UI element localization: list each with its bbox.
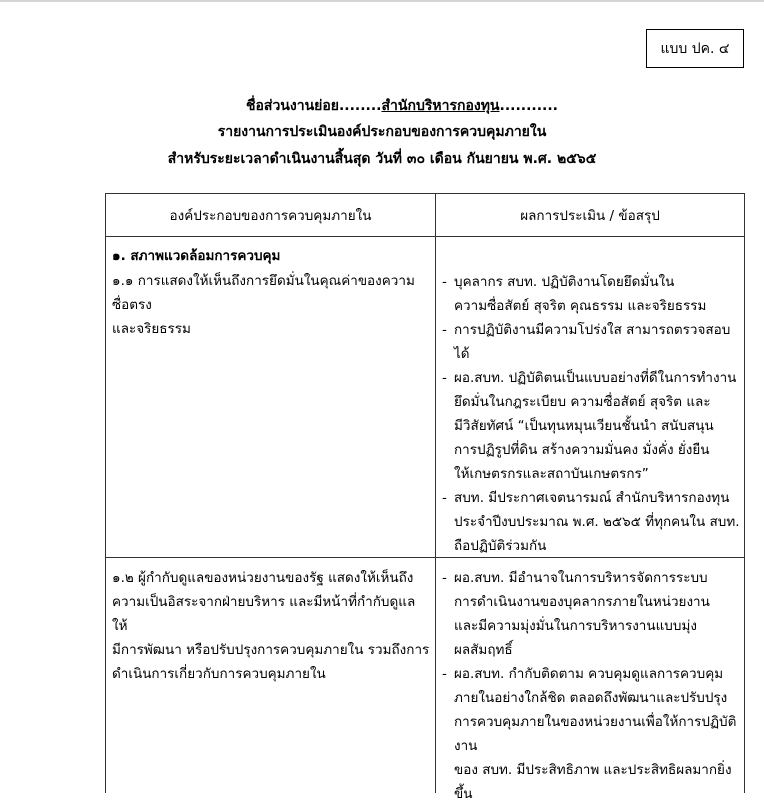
result-line: ภายในอย่างใกล้ชิด ตลอดถึงพัฒนาและปรับปรุง <box>454 690 728 706</box>
form-code-box <box>646 29 744 68</box>
column-divider <box>435 194 436 793</box>
result-line: ความซื่อสัตย์ สุจริต คุณธรรม และจริยธรรม <box>454 298 707 314</box>
result-line: การดำเนินงานของบุคลากรภายในหน่วยงาน <box>454 594 710 610</box>
unit-prefix: ชื่อส่วนงานย่อย <box>245 98 339 114</box>
result-item: - ผอ.สบท. มีอำนาจในการบริหารจัดการระบบ การดำเนินงานของบุคลากรภายในหน่วยงาน และมีความมุ่งมั่นในการบริหารงานแบบมุ่ง ผลสัมฤทธิ์ <box>442 566 740 662</box>
result-line: ผอ.สบท. มีอำนาจในการบริหารจัดการระบบ <box>454 570 708 586</box>
result-line: มีวิสัยทัศน์ “เป็นทุนหมุนเวียนชั้นนำ สนับสนุน <box>454 418 714 434</box>
row1-component <box>112 269 430 341</box>
result-item: - บุคลากร สบท. ปฏิบัติงานโดยยึดมั่นใน ความซื่อสัตย์ สุจริต คุณธรรม และจริยธรรม <box>442 270 740 318</box>
result-line: ถือปฏิบัติร่วมกัน <box>454 538 547 554</box>
result-line: การปฏิรูปที่ดิน สร้างความมั่นคง มั่งคั่ง ยั่งยืน <box>454 442 710 458</box>
row2-line: ดำเนินการเกี่ยวกับการควบคุมภายใน <box>112 666 326 682</box>
row1-line: และจริยธรรม <box>112 321 191 337</box>
result-line: ผลสัมฤทธิ์ <box>454 642 513 658</box>
result-line: สบท. มีประกาศเจตนารมณ์ สำนักบริหารกองทุน <box>454 490 730 506</box>
result-line: บุคลากร สบท. ปฏิบัติงานโดยยึดมั่นใน <box>454 274 675 290</box>
row2-component <box>112 566 430 686</box>
unit-dots-after: ........... <box>499 98 559 114</box>
result-line: ประจำปีงบประมาณ พ.ศ. ๒๕๖๕ ที่ทุกคนใน สบท. <box>454 514 740 530</box>
row1-line: ๑.๑ การแสดงให้เห็นถึงการยึดมั่นในคุณค่าของความซื่อตรง <box>112 273 415 313</box>
row-divider <box>106 557 744 558</box>
result-line: การปฏิบัติงานมีความโปร่งใส สามารถตรวจสอบได้ <box>454 322 731 362</box>
result-item: - ผอ.สบท. กำกับติดตาม ควบคุมดูแลการควบคุม ภายในอย่างใกล้ชิด ตลอดถึงพัฒนาและปรับปรุง การควบคุมภายในของหน่วยงานเพื่อให้การปฏิบัติงาน ของ สบท. มีประสิทธิภาพ และประสิทธิผลมากยิ่งขึ้น <box>442 662 740 806</box>
top-divider <box>0 0 764 2</box>
result-item: - การปฏิบัติงานมีความโปร่งใส สามารถตรวจสอบได้ <box>442 318 740 366</box>
result-line: ผอ.สบท. กำกับติดตาม ควบคุมดูแลการควบคุม <box>454 666 724 682</box>
result-item: - สบท. มีประกาศเจตนารมณ์ สำนักบริหารกองทุน ประจำปีงบประมาณ พ.ศ. ๒๕๖๕ ที่ทุกคนใน สบท. ถือปฏิบัติร่วมกัน <box>442 486 740 558</box>
result-line: ยึดมั่นในกฎระเบียบ ความซื่อสัตย์ สุจริต และ <box>454 394 711 410</box>
column-header-component: องค์ประกอบของการควบคุมภายใน <box>169 208 372 224</box>
row2-line: ความเป็นอิสระจากฝ่ายบริหาร และมีหน้าที่กำกับดูแลให้ <box>112 594 416 634</box>
section-title: ๑. สภาพแวดล้อมการควบคุม <box>112 248 281 264</box>
result-line: ให้เกษตรกรและสถาบันเกษตรกร” <box>454 466 649 482</box>
assessment-table <box>105 193 745 802</box>
report-period: สำหรับระยะเวลาดำเนินงานสิ้นสุด วันที่ ๓๐ เดือน กันยายน พ.ศ. ๒๕๖๕ <box>167 151 597 167</box>
result-line: ผอ.สบท. ปฏิบัติตนเป็นแบบอย่างที่ดีในการทำงาน <box>454 370 737 386</box>
report-title: รายงานการประเมินองค์ประกอบของการควบคุมภายใน <box>217 124 547 140</box>
unit-dots-before: ........ <box>338 98 382 114</box>
header-divider <box>106 236 744 237</box>
row2-results <box>442 566 740 806</box>
row2-line: ๑.๒ ผู้กำกับดูแลของหน่วยงานของรัฐ แสดงให้เห็นถึง <box>112 570 414 586</box>
result-item: - ผอ.สบท. ปฏิบัติตนเป็นแบบอย่างที่ดีในการทำงาน ยึดมั่นในกฎระเบียบ ความซื่อสัตย์ สุจริต และ มีวิสัยทัศน์ “เป็นทุนหมุนเวียนชั้นนำ สนับสนุน การปฏิรูปที่ดิน สร้างความมั่นคง มั่งคั่ง ยั่งยืน ให้เกษตรกรและสถาบันเกษตรกร” <box>442 366 740 486</box>
unit-name: สำนักบริหารกองทุน <box>381 98 500 114</box>
result-line: ของ สบท. มีประสิทธิภาพ และประสิทธิผลมากยิ่งขึ้น <box>454 762 732 802</box>
row2-line: มีการพัฒนา หรือปรับปรุงการควบคุมภายใน รวมถึงการ <box>112 642 430 658</box>
result-line: การควบคุมภายในของหน่วยงานเพื่อให้การปฏิบัติงาน <box>454 714 737 754</box>
column-header-result: ผลการประเมิน / ข้อสรุป <box>520 208 660 224</box>
result-line: และมีความมุ่งมั่นในการบริหารงานแบบมุ่ง <box>454 618 697 634</box>
row1-results <box>442 270 740 558</box>
form-code: แบบ ปค. ๔ <box>660 40 730 57</box>
unit-name-line <box>20 95 764 117</box>
